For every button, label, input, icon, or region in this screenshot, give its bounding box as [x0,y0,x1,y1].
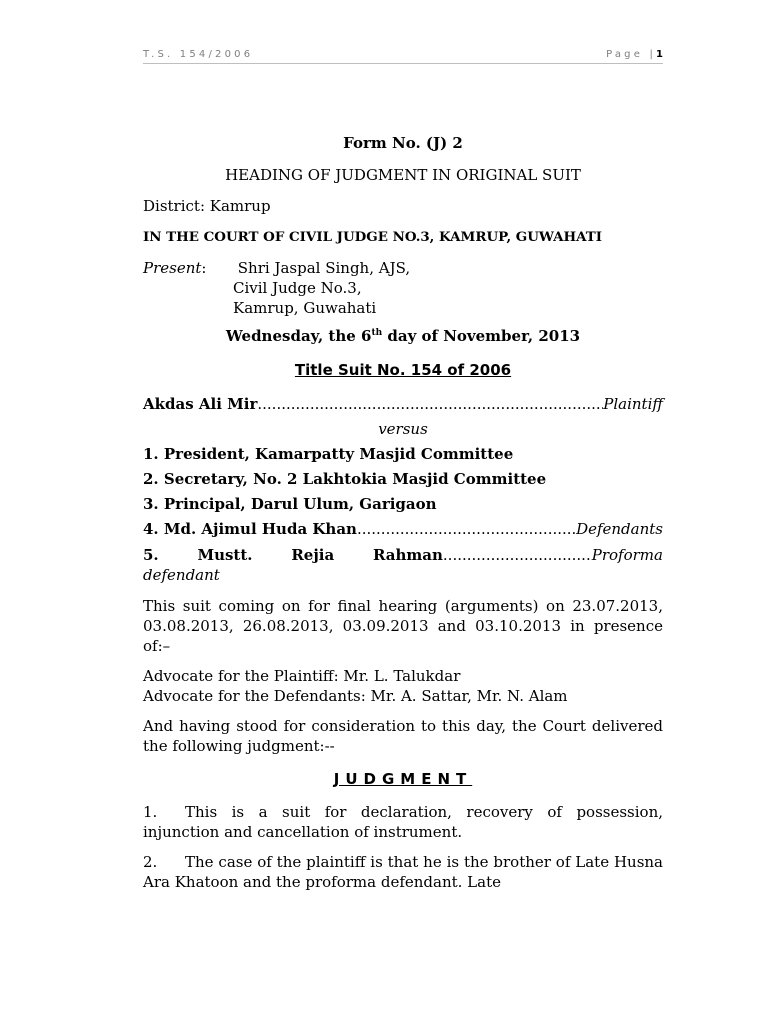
defendant-5-line [143,545,663,565]
presiding-line-1: Shri Jaspal Singh, AJS, [237,259,411,277]
defendant-5-role-cont: defendant [143,566,220,584]
defendant-2: 2. Secretary, No. 2 Lakhtokia Masjid Committee [143,470,547,488]
consideration-paragraph: And having stood for consideration to this day, the Court delivered the following judgment:-- [143,717,663,755]
paragraph-1 [143,802,663,842]
paragraph-2-text: The case of the plaintiff is that he is the brother of Late Husna Ara Khatoon and the proforma defendant. Late [143,853,663,891]
defendant-3: 3. Principal, Darul Ulum, Garigaon [143,495,437,513]
presiding-officer: Present: Shri Jaspal Singh, AJS, Civil Judge No.3, Kamrup, Guwahati [143,258,663,318]
page-header [143,47,663,64]
date-superscript: th [371,328,383,338]
judgment-heading-title: HEADING OF JUDGMENT IN ORIGINAL SUIT [225,166,581,184]
paragraph-1-number: 1. [143,803,158,821]
present-label: Present [143,259,202,277]
defendant-5-block [143,545,663,585]
defendant-4-dots [357,519,576,539]
plaintiff-role: Plaintiff [603,395,663,413]
judgment-heading: JUDGMENT [333,770,473,788]
defendant-5-word-2: Rejia [291,546,335,564]
date-prefix: Wednesday, the 6 [225,327,372,345]
defendant-5-tail [373,545,663,565]
defendant-5-number: 5. [143,546,159,564]
defendant-4-line [143,519,663,539]
paragraph-1-text: This is a suit for declaration, recovery of possession, injunction and cancellation of instrument. [143,803,663,841]
court-name: IN THE COURT OF CIVIL JUDGE NO.3, KAMRUP, GUWAHATI [143,229,603,245]
district: District: Kamrup [143,197,271,215]
date-suffix: day of November, 2013 [382,327,581,345]
defendant-5-role: Proforma [591,546,663,564]
plaintiff-dots [257,394,603,414]
defendant-5-dots [443,545,592,565]
defendant-5-word-3: Rahman [372,546,443,564]
paragraph-2-number: 2. [143,853,158,871]
form-number: Form No. (J) 2 [343,134,463,152]
defendant-1: 1. President, Kamarpatty Masjid Committee [143,445,514,463]
page-label: Page | [606,49,657,60]
defendant-4-name: 4. Md. Ajimul Huda Khan [143,520,357,538]
page-number: 1 [656,49,663,60]
defendant-5-word-1: Mustt. [197,546,253,564]
case-reference: T.S. 154/2006 [143,49,254,60]
page-indicator [606,49,663,60]
judgment-date [143,326,663,346]
advocate-plaintiff: Advocate for the Plaintiff: Mr. L. Talukdar [143,667,461,685]
suit-title: Title Suit No. 154 of 2006 [294,361,512,379]
plaintiff-line [143,394,663,414]
defendant-4-role: Defendants [576,520,663,538]
plaintiff-name: Akdas Ali Mir [143,395,258,413]
presiding-line-2: Civil Judge No.3, [233,279,362,297]
paragraph-2 [143,852,663,892]
hearing-paragraph: This suit coming on for final hearing (arguments) on 23.07.2013, 03.08.2013, 26.08.2013, 03.09.2013 and 03.10.2013 in presence of:– [143,597,663,655]
versus-label: versus [378,420,428,438]
presiding-line-3: Kamrup, Guwahati [233,299,377,317]
advocate-defendants: Advocate for the Defendants: Mr. A. Sattar, Mr. N. Alam [143,687,568,705]
